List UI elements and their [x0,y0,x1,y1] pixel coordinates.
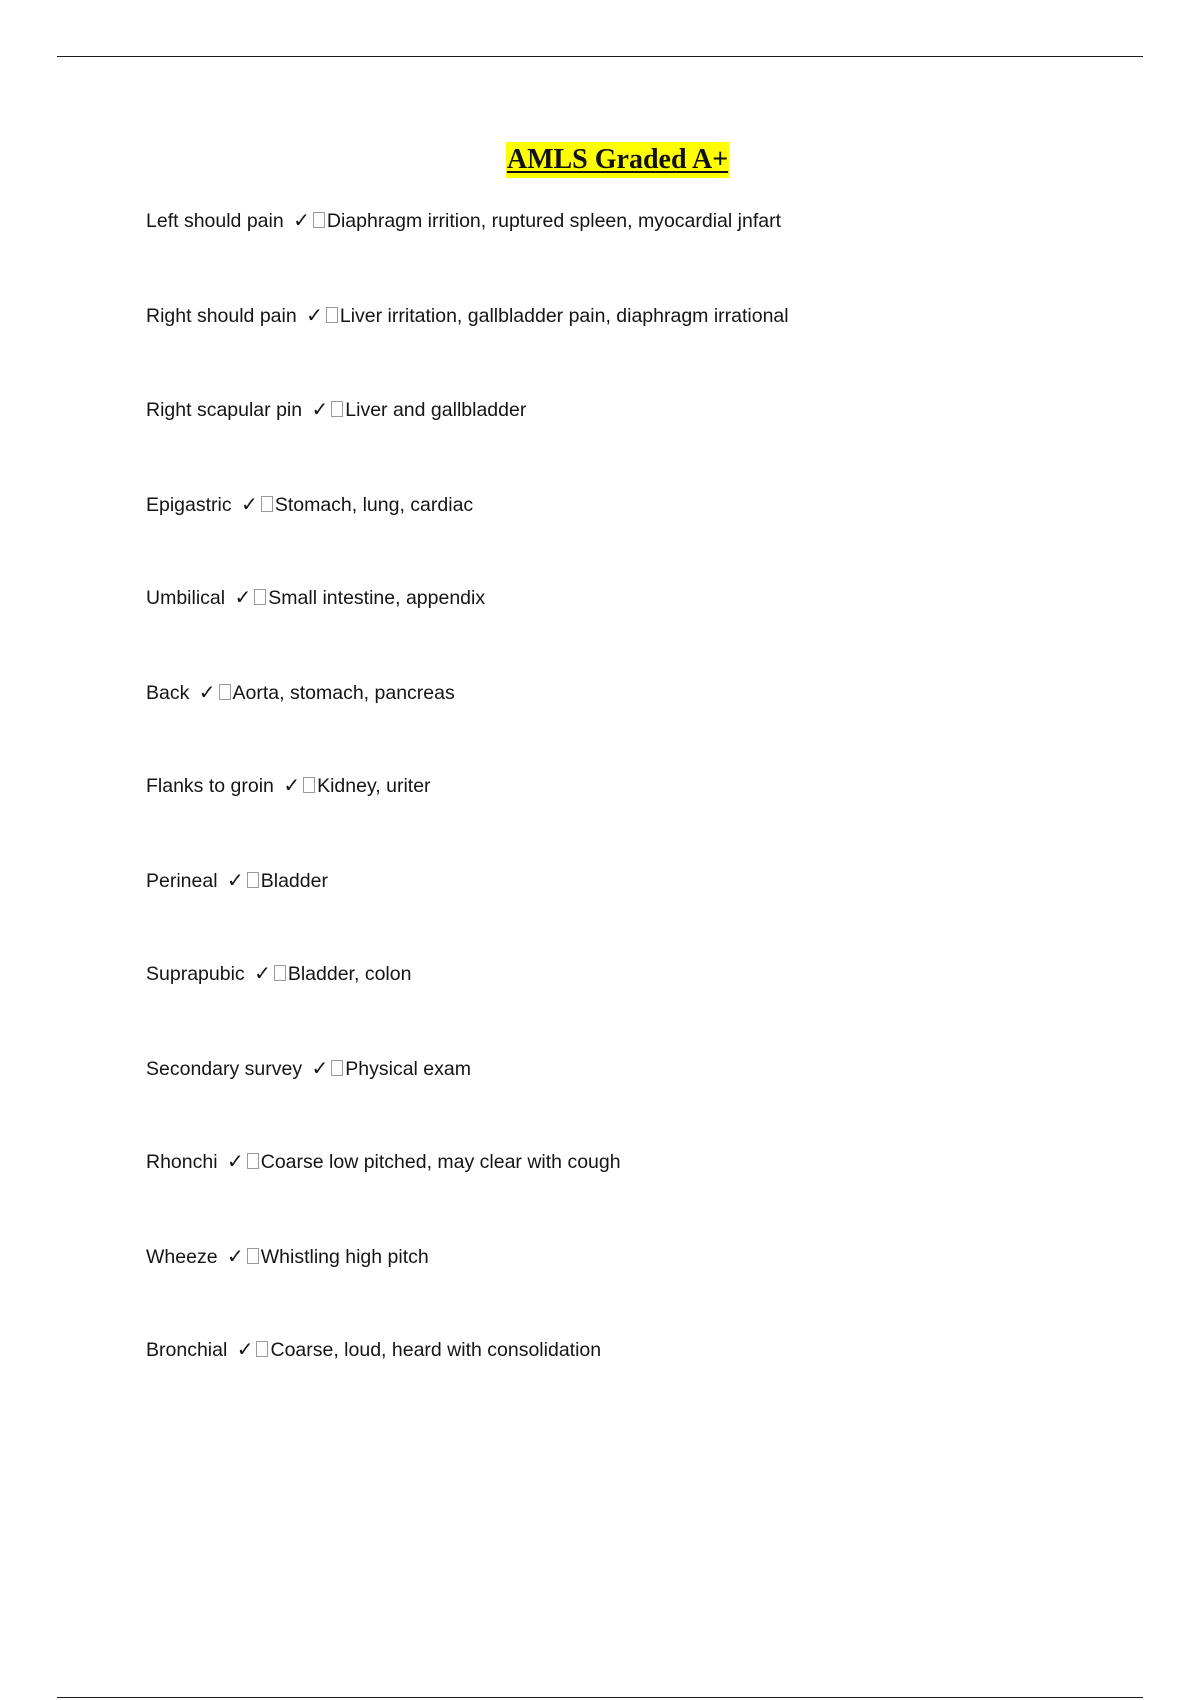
qa-term: Bronchial [146,1339,228,1361]
qa-item [146,207,781,234]
checkmark-icon: ✓ [311,1056,329,1080]
missing-glyph-box-icon [219,684,231,700]
checkmark-icon: ✓ [234,585,252,609]
qa-item [146,867,328,894]
missing-glyph-box-icon [247,1153,259,1169]
qa-item [146,396,526,423]
checkmark-icon: ✓ [236,1337,254,1361]
missing-glyph-box-icon [254,589,266,605]
missing-glyph-box-icon [303,777,315,793]
title-container [0,142,1200,178]
qa-term: Back [146,682,190,704]
qa-term: Rhonchi [146,1151,218,1173]
missing-glyph-box-icon [331,1060,343,1076]
missing-glyph-box-icon [331,401,343,417]
missing-glyph-box-icon [247,872,259,888]
qa-item [146,1243,429,1270]
qa-item [146,1336,601,1363]
checkmark-icon: ✓ [241,492,258,516]
qa-answer: Bladder [260,870,328,892]
qa-term: Left should pain [146,210,284,232]
checkmark-icon: ✓ [226,1244,244,1268]
checkmark-icon: ✓ [254,961,271,985]
qa-term: Umbilical [146,587,226,609]
qa-answer: Coarse, loud, heard with consolidation [270,1339,602,1361]
header-rule [57,56,1143,57]
qa-answer: Stomach, lung, cardiac [274,494,474,516]
qa-item [146,491,473,518]
checkmark-icon: ✓ [226,868,244,892]
qa-item [146,584,485,611]
missing-glyph-box-icon [313,212,325,228]
qa-term: Flanks to groin [146,775,274,797]
qa-answer: Bladder, colon [287,963,412,985]
missing-glyph-box-icon [256,1341,268,1357]
qa-item [146,679,455,706]
qa-answer: Small intestine, appendix [268,587,486,609]
checkmark-icon: ✓ [226,1149,244,1173]
qa-term: Right scapular pin [146,399,303,421]
qa-answer: Liver irritation, gallbladder pain, diaphragm irrational [339,305,789,327]
qa-term: Epigastric [146,494,232,516]
qa-answer: Coarse low pitched, may clear with cough [260,1151,621,1173]
qa-term: Perineal [146,870,218,892]
checkmark-icon: ✓ [311,397,329,421]
qa-term: Right should pain [146,305,297,327]
missing-glyph-box-icon [261,496,273,512]
missing-glyph-box-icon [274,965,286,981]
checkmark-icon: ✓ [306,303,323,327]
checkmark-icon: ✓ [283,773,301,797]
footer-rule [57,1697,1143,1698]
document-title: AMLS Graded A+ [506,142,729,178]
qa-answer: Kidney, uriter [317,775,431,797]
qa-answer: Diaphragm irrition, ruptured spleen, myocardial jnfart [326,210,782,232]
qa-term: Suprapubic [146,963,245,985]
qa-item [146,772,431,799]
qa-item [146,1148,621,1175]
qa-item [146,960,411,987]
qa-item [146,302,789,329]
qa-answer: Physical exam [345,1058,471,1080]
qa-term: Secondary survey [146,1058,303,1080]
qa-item [146,1055,471,1082]
qa-answer: Whistling high pitch [260,1246,429,1268]
qa-answer: Aorta, stomach, pancreas [232,682,455,704]
checkmark-icon: ✓ [293,208,310,232]
qa-answer: Liver and gallbladder [345,399,527,421]
checkmark-icon: ✓ [198,680,216,704]
missing-glyph-box-icon [326,307,338,323]
missing-glyph-box-icon [247,1248,259,1264]
qa-term: Wheeze [146,1246,218,1268]
